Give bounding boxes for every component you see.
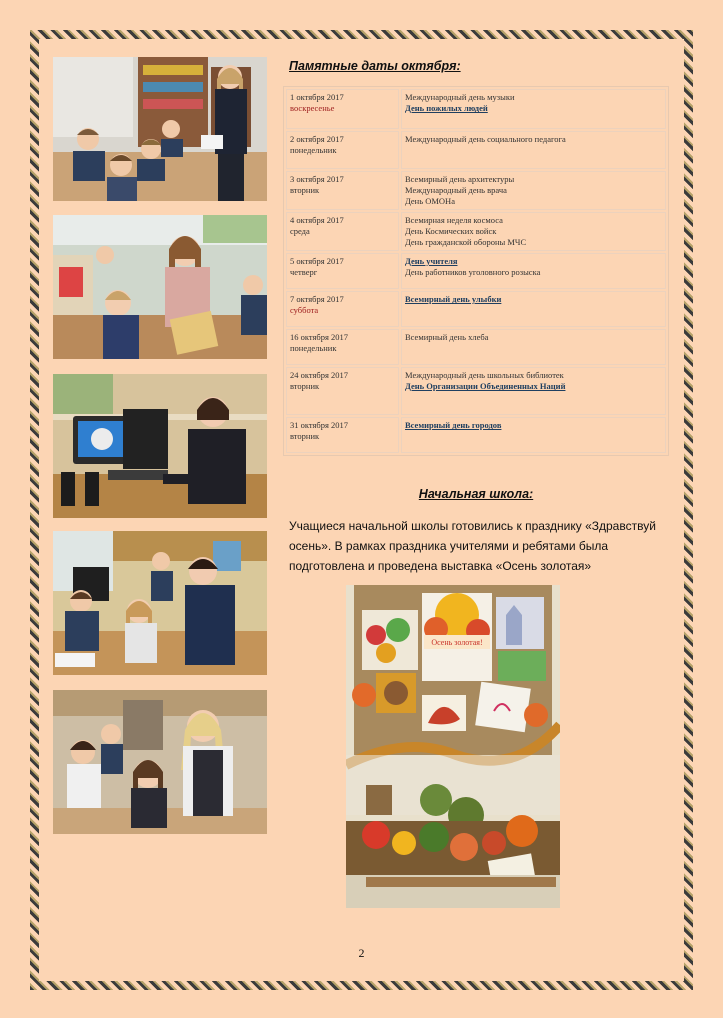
photo-classroom-students: [53, 57, 267, 201]
memorable-dates-table: [283, 86, 669, 456]
photo-teacher-with-children: [53, 215, 267, 359]
photo-students-at-desks: [53, 531, 267, 675]
event-text: День гражданской обороны МЧС: [405, 237, 527, 247]
poster-text: Осень золотая!: [431, 638, 483, 647]
weekday-text: воскресенье: [290, 103, 335, 113]
event-text: День работников уголовного розыска: [405, 267, 541, 277]
date-cell: [286, 329, 399, 365]
date-cell: [286, 212, 399, 251]
event-link[interactable]: День учителя: [405, 256, 458, 266]
date-text: 2 октября 2017: [290, 134, 344, 144]
event-text: Международный день музыки: [405, 92, 515, 102]
event-text: День Космических войск: [405, 226, 497, 236]
dates-title: Памятные даты октября:: [289, 59, 461, 73]
section-paragraph: Учащиеся начальной школы готовились к празднику «Здравствуй осень». В рамках праздника учителями и ребятами была подготовлена и проведена выставка «Осень золотая»: [289, 519, 656, 573]
weekday-text: понедельник: [290, 343, 337, 353]
date-cell: [286, 253, 399, 289]
event-text: Международный день школьных библиотек: [405, 370, 564, 380]
date-text: 4 октября 2017: [290, 215, 344, 225]
date-row: [286, 367, 666, 415]
event-text: Международный день врача: [405, 185, 507, 195]
weekday-text: вторник: [290, 381, 320, 391]
date-text: 24 октября 2017: [290, 370, 349, 380]
date-row: [286, 417, 666, 453]
photo-autumn-exhibition: [346, 585, 560, 908]
date-cell: [286, 89, 399, 129]
weekday-text: четверг: [290, 267, 318, 277]
event-link[interactable]: Всемирный день городов: [405, 420, 502, 430]
events-cell: [401, 253, 666, 289]
date-text: 31 октября 2017: [290, 420, 349, 430]
date-text: 5 октября 2017: [290, 256, 344, 266]
date-text: 16 октября 2017: [290, 332, 349, 342]
photo-student-at-computer: [53, 374, 267, 518]
weekday-text: понедельник: [290, 145, 337, 155]
date-row: [286, 171, 666, 210]
date-text: 3 октября 2017: [290, 174, 344, 184]
date-cell: [286, 131, 399, 169]
events-cell: [401, 131, 666, 169]
weekday-text: вторник: [290, 431, 320, 441]
date-cell: [286, 417, 399, 453]
events-cell: [401, 417, 666, 453]
events-cell: [401, 329, 666, 365]
date-row: [286, 212, 666, 251]
event-link[interactable]: Всемирный день улыбки: [405, 294, 502, 304]
events-cell: [401, 291, 666, 327]
weekday-text: суббота: [290, 305, 319, 315]
date-row: [286, 329, 666, 365]
date-text: 7 октября 2017: [290, 294, 344, 304]
event-text: Всемирный день хлеба: [405, 332, 489, 342]
events-cell: [401, 212, 666, 251]
date-cell: [286, 171, 399, 210]
date-row: [286, 89, 666, 129]
event-text: День ОМОНа: [405, 196, 455, 206]
event-text: Международный день социального педагога: [405, 134, 566, 144]
date-text: 1 октября 2017: [290, 92, 344, 102]
event-link[interactable]: День Организации Объединенных Наций: [405, 381, 566, 391]
section-title: Начальная школа:: [418, 487, 534, 501]
date-row: [286, 291, 666, 327]
weekday-text: вторник: [290, 185, 320, 195]
date-row: [286, 253, 666, 289]
events-cell: [401, 171, 666, 210]
photo-teacher-with-girls: [53, 690, 267, 834]
date-row: [286, 131, 666, 169]
date-cell: [286, 291, 399, 327]
events-cell: [401, 89, 666, 129]
page-number: 2: [358, 946, 365, 960]
date-cell: [286, 367, 399, 415]
event-text: Всемирный день архитектуры: [405, 174, 515, 184]
event-link[interactable]: День пожилых людей: [405, 103, 488, 113]
weekday-text: среда: [290, 226, 310, 236]
event-text: Всемирная неделя космоса: [405, 215, 503, 225]
events-cell: [401, 367, 666, 415]
